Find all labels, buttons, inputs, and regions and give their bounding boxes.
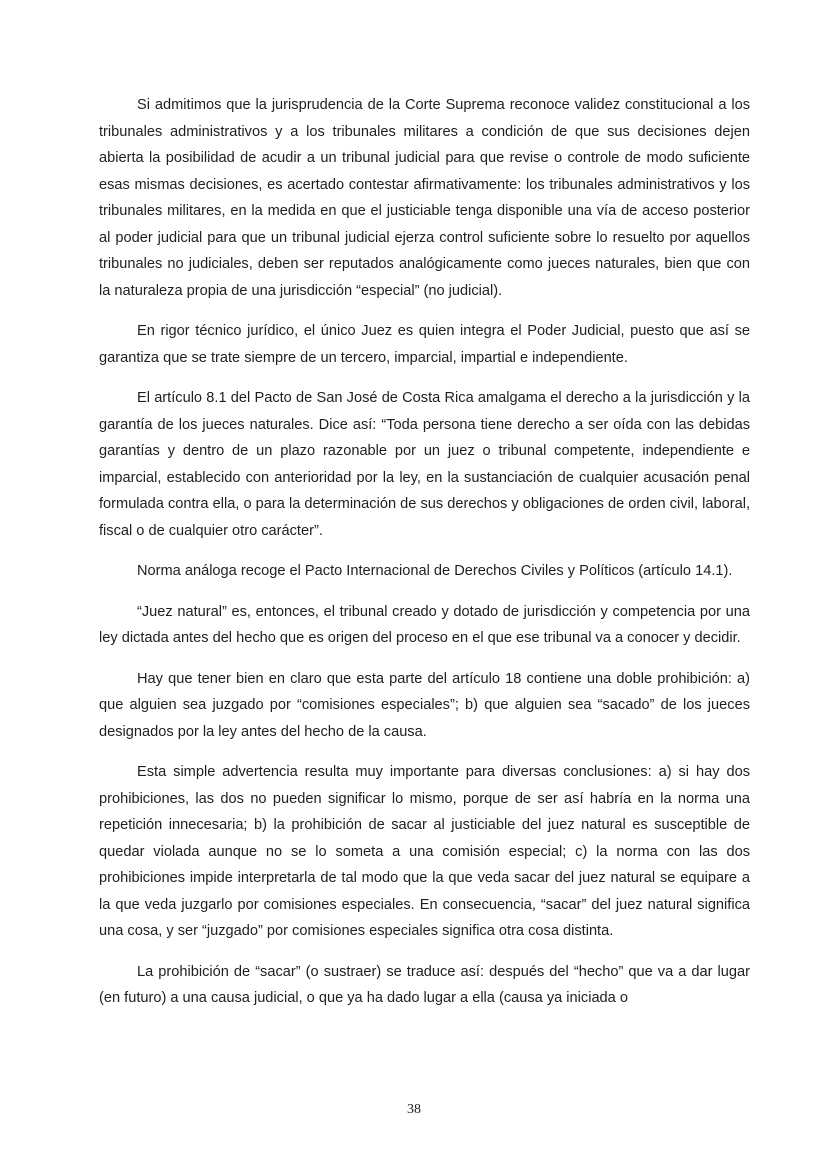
paragraph: En rigor técnico jurídico, el único Juez es quien integra el Poder Judicial, puesto que así se garantiza que se trate siempre de un tercero, imparcial, impartial e independiente. <box>99 323 750 366</box>
document-body <box>99 92 750 1026</box>
page-number: 38 <box>407 1102 421 1117</box>
paragraph: Si admitimos que la jurisprudencia de la Corte Suprema reconoce validez constitucional a los tribunales administrativos y a los tribunales militares a condición de que sus decisiones dejen abierta la posibilidad de acudir a un tribunal judicial para que revise o controle de modo suficiente esas mismas decisiones, es acertado contestar afirmativamente: los tribunales administrativos y los tribunales militares, en la medida en que el justiciable tenga disponible una vía de acceso posterior al poder judicial para que un tribunal judicial ejerza control suficiente sobre lo resuelto por aquellos tribunales no judiciales, deben ser reputados analógicamente como jueces naturales, bien que con la naturaleza propia de una jurisdicción “especial” (no judicial). <box>99 97 750 299</box>
paragraph: Hay que tener bien en claro que esta parte del artículo 18 contiene una doble prohibición: a) que alguien sea juzgado por “comisiones especiales”; b) que alguien sea “sacado” de los jueces designados por la ley antes del hecho de la causa. <box>99 670 750 740</box>
paragraph: Esta simple advertencia resulta muy importante para diversas conclusiones: a) si hay dos prohibiciones, las dos no pueden significar lo mismo, porque de ser así habría en la norma una repetición innecesaria; b) la prohibición de sacar al justiciable del juez natural es susceptible de quedar violada aunque no se lo someta a una comisión especial; c) la norma con las dos prohibiciones impide interpretarla de tal modo que la que veda sacar del juez natural se equipare a la que veda juzgarlo por comisiones especiales. En consecuencia, “sacar” del juez natural significa una cosa, y ser “juzgado” por comisiones especiales significa otra cosa distinta. <box>99 764 750 939</box>
paragraph: La prohibición de “sacar” (o sustraer) se traduce así: después del “hecho” que va a dar lugar (en futuro) a una causa judicial, o que ya ha dado lugar a ella (causa ya iniciada o <box>99 963 750 1006</box>
paragraph: El artículo 8.1 del Pacto de San José de Costa Rica amalgama el derecho a la jurisdicción y la garantía de los jueces naturales. Dice así: “Toda persona tiene derecho a ser oída con las debidas garantías y dentro de un plazo razonable por un juez o tribunal competente, independiente e imparcial, establecido con anterioridad por la ley, en la sustanciación de cualquier acusación penal formulada contra ella, o para la determinación de sus derechos y obligaciones de orden civil, laboral, fiscal o de cualquier otro carácter”. <box>99 390 750 539</box>
paragraph: Norma análoga recoge el Pacto Internacional de Derechos Civiles y Políticos (artículo 14.1). <box>137 563 733 579</box>
paragraph: “Juez natural” es, entonces, el tribunal creado y dotado de jurisdicción y competencia por una ley dictada antes del hecho que es origen del proceso en el que ese tribunal va a conocer y decidir. <box>99 603 750 646</box>
